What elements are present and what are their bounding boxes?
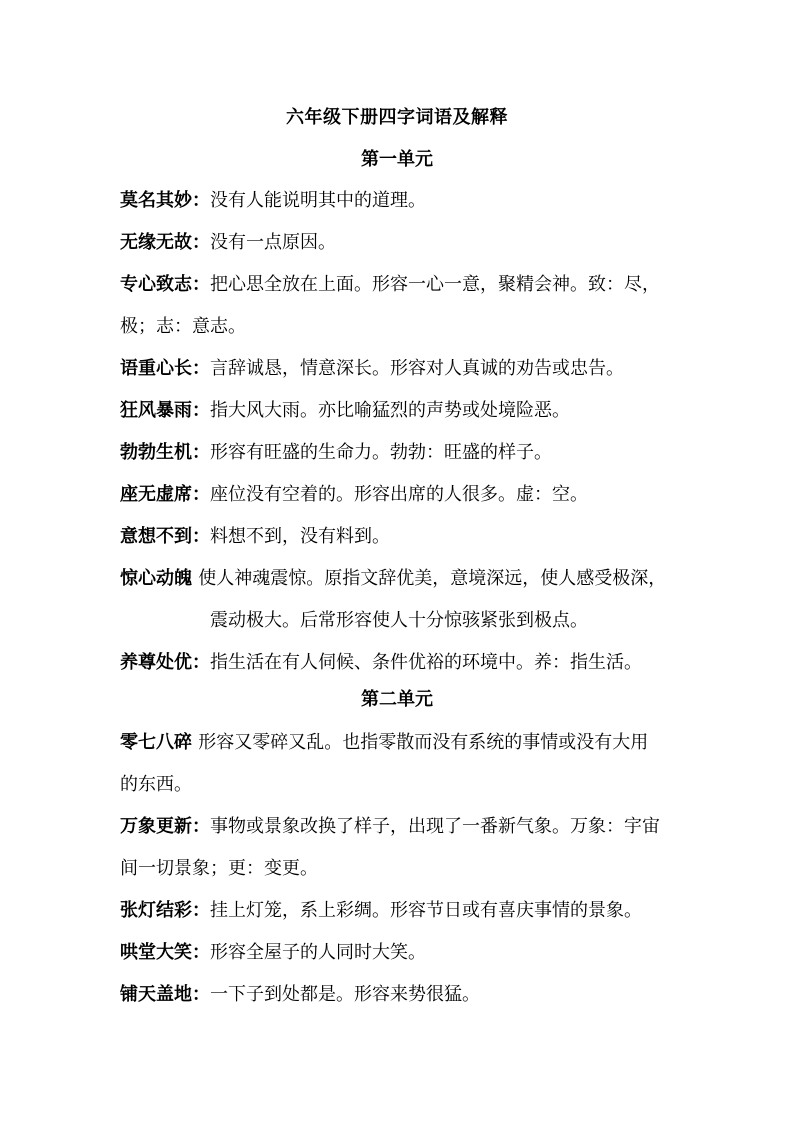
vocab-term: 意想不到 — [120, 526, 192, 547]
vocab-definition-continuation: 震动极大。后常形容使人十分惊骇紧张到极点。 — [210, 610, 588, 631]
term-separator: ： — [192, 816, 210, 837]
vocab-definition: 指大风大雨。亦比喻猛烈的声势或处境险恶。 — [210, 400, 570, 421]
vocab-definition: 挂上灯笼，系上彩绸。形容节日或有喜庆事情的景象。 — [210, 900, 642, 921]
vocab-entry — [120, 264, 680, 306]
vocab-entry — [120, 390, 680, 432]
vocab-term: 零七八碎 — [120, 732, 192, 753]
vocab-term: 语重心长 — [120, 358, 192, 379]
vocab-definition: 指生活在有人伺候、条件优裕的环境中。养：指生活。 — [210, 652, 642, 673]
vocab-entry — [120, 474, 680, 516]
vocab-term: 无缘无故 — [120, 232, 192, 253]
vocab-definition: 使人神魂震惊。原指文辞优美，意境深远，使人感受极深， — [198, 568, 667, 589]
term-separator: ： — [192, 190, 210, 211]
vocab-definition: 言辞诚恳，情意深长。形容对人真诚的劝告或忠告。 — [210, 358, 624, 379]
vocab-entry — [120, 890, 680, 932]
vocab-entry — [120, 932, 680, 974]
vocab-entry — [120, 558, 680, 600]
document-title: 六年级下册四字词语及解释 — [286, 107, 508, 128]
vocab-entry — [120, 180, 680, 222]
vocab-definition: 座位没有空着的。形容出席的人很多。虚：空。 — [210, 484, 588, 505]
term-separator: ： — [192, 652, 210, 673]
vocab-definition: 料想不到，没有料到。 — [210, 526, 390, 547]
vocab-definition: 一下子到处都是。形容来势很猛。 — [210, 984, 480, 1005]
term-separator: ： — [192, 526, 210, 547]
vocab-term: 狂风暴雨 — [120, 400, 192, 421]
term-separator: ： — [192, 358, 210, 379]
term-separator: ： — [192, 984, 210, 1005]
vocab-entry — [120, 974, 680, 1016]
vocab-term: 专心致志 — [120, 274, 192, 295]
vocab-definition: 形容有旺盛的生命力。勃勃：旺盛的样子。 — [210, 442, 552, 463]
vocab-term: 养尊处优 — [120, 652, 192, 673]
vocab-entry — [120, 722, 680, 764]
vocab-definition: 把心思全放在上面。形容一心一意，聚精会神。致：尽， — [210, 274, 660, 295]
vocab-definition-continuation: 间一切景象；更：变更。 — [120, 858, 318, 879]
term-separator: ： — [192, 400, 210, 421]
vocab-entry — [120, 642, 680, 684]
vocab-definition-continuation: 极；志：意志。 — [120, 316, 246, 337]
term-separator: ： — [192, 942, 210, 963]
vocab-term: 哄堂大笑 — [120, 942, 192, 963]
term-separator: ： — [192, 274, 210, 295]
vocab-entry — [120, 432, 680, 474]
vocab-term: 张灯结彩 — [120, 900, 192, 921]
term-separator: ： — [192, 484, 210, 505]
vocab-term: 勃勃生机 — [120, 442, 192, 463]
vocab-definition: 形容又零碎又乱。也指零散而没有系统的事情或没有大用 — [198, 732, 649, 753]
vocab-entry — [120, 348, 680, 390]
vocab-entry — [120, 516, 680, 558]
term-separator: ： — [192, 232, 210, 253]
vocab-term: 惊心动魄 — [120, 568, 192, 589]
vocab-entry — [120, 222, 680, 264]
vocab-term: 莫名其妙 — [120, 190, 192, 211]
vocab-definition-continuation: 的东西。 — [120, 774, 192, 795]
unit-heading: 第一单元 — [361, 149, 433, 170]
term-separator: ： — [192, 900, 210, 921]
unit-heading: 第二单元 — [361, 689, 433, 710]
vocab-entry — [120, 806, 680, 848]
vocab-definition: 没有人能说明其中的道理。 — [210, 190, 426, 211]
vocab-definition: 形容全屋子的人同时大笑。 — [210, 942, 426, 963]
vocab-term: 铺天盖地 — [120, 984, 192, 1005]
vocab-definition: 事物或景象改换了样子，出现了一番新气象。万象：宇宙 — [210, 816, 660, 837]
vocab-definition: 没有一点原因。 — [210, 232, 336, 253]
vocab-term: 座无虚席 — [120, 484, 192, 505]
vocab-term: 万象更新 — [120, 816, 192, 837]
term-separator: ： — [192, 442, 210, 463]
